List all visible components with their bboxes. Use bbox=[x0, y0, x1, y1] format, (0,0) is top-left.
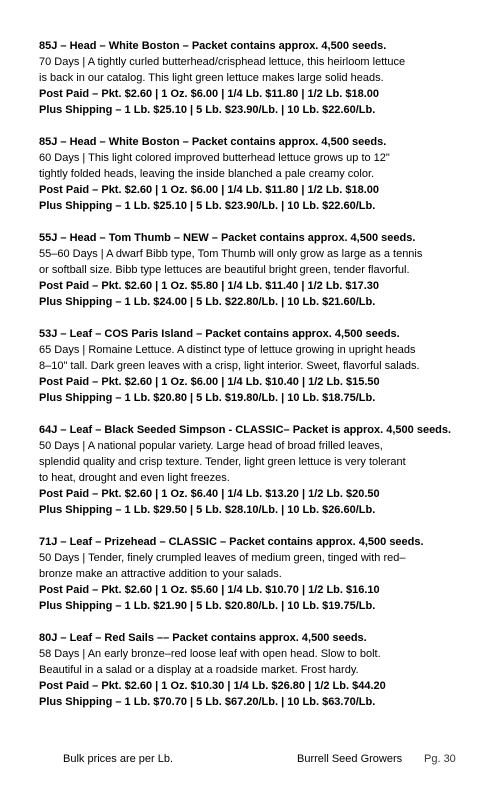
post-paid-prices: Post Paid – Pkt. $2.60 | 1 Oz. $10.30 | 1/4 Lb. $26.80 | 1/2 Lb. $44.20 bbox=[39, 680, 386, 692]
post-paid-prices: Post Paid – Pkt. $2.60 | 1 Oz. $5.80 | 1/4 Lb. $11.40 | 1/2 Lb. $17.30 bbox=[39, 280, 380, 292]
post-paid-prices: Post Paid – Pkt. $2.60 | 1 Oz. $6.00 | 1/4 Lb. $10.40 | 1/2 Lb. $15.50 bbox=[39, 376, 380, 388]
product-title: 64J – Leaf – Black Seeded Simpson - CLASSIC– Packet is approx. 4,500 seeds. bbox=[39, 424, 452, 436]
plus-shipping-prices: Plus Shipping – 1 Lb. $25.10 | 5 Lb. $23.90/Lb. | 10 Lb. $22.60/Lb. bbox=[39, 104, 376, 116]
plus-shipping-prices: Plus Shipping – 1 Lb. $70.70 | 5 Lb. $67.20/Lb. | 10 Lb. $63.70/Lb. bbox=[39, 696, 376, 708]
catalog-page-content bbox=[39, 38, 469, 726]
post-paid-prices: Post Paid – Pkt. $2.60 | 1 Oz. $5.60 | 1/4 Lb. $10.70 | 1/2 Lb. $16.10 bbox=[39, 584, 380, 596]
page-footer bbox=[0, 751, 504, 767]
product-description-line: 50 Days | Tender, finely crumpled leaves of medium green, tinged with red– bbox=[39, 552, 406, 564]
product-description-line: 58 Days | An early bronze–red loose leaf with open head. Slow to bolt. bbox=[39, 648, 381, 660]
product-title: 80J – Leaf – Red Sails –– Packet contains approx. 4,500 seeds. bbox=[39, 632, 367, 644]
product-description-line: to heat, drought and even light freezes. bbox=[39, 472, 230, 484]
product-entry-prizehead bbox=[39, 534, 469, 614]
product-description-line: 70 Days | A tightly curled butterhead/crisphead lettuce, this heirloom lettuce bbox=[39, 56, 406, 68]
product-title: 71J – Leaf – Prizehead – CLASSIC – Packet contains approx. 4,500 seeds. bbox=[39, 536, 424, 548]
plus-shipping-prices: Plus Shipping – 1 Lb. $21.90 | 5 Lb. $20.80/Lb. | 10 Lb. $19.75/Lb. bbox=[39, 600, 376, 612]
post-paid-prices: Post Paid – Pkt. $2.60 | 1 Oz. $6.00 | 1/4 Lb. $11.80 | 1/2 Lb. $18.00 bbox=[39, 184, 380, 196]
plus-shipping-prices: Plus Shipping – 1 Lb. $20.80 | 5 Lb. $19.80/Lb. | 10 Lb. $18.75/Lb. bbox=[39, 392, 376, 404]
product-entry-cos-paris-island bbox=[39, 326, 469, 406]
product-description-line: tightly folded heads, leaving the inside blanched a pale creamy color. bbox=[39, 168, 375, 180]
product-description-line: bronze make an attractive addition to your salads. bbox=[39, 568, 282, 580]
company-name: Burrell Seed Growers bbox=[297, 753, 403, 765]
product-title: 55J – Head – Tom Thumb – NEW – Packet contains approx. 4,500 seeds. bbox=[39, 232, 416, 244]
product-title: 53J – Leaf – COS Paris Island – Packet contains approx. 4,500 seeds. bbox=[39, 328, 400, 340]
post-paid-prices: Post Paid – Pkt. $2.60 | 1 Oz. $6.00 | 1/4 Lb. $11.80 | 1/2 Lb. $18.00 bbox=[39, 88, 380, 100]
product-description-line: or softball size. Bibb type lettuces are beautiful bright green, tender flavorful. bbox=[39, 264, 410, 276]
product-title: 85J – Head – White Boston – Packet contains approx. 4,500 seeds. bbox=[39, 136, 387, 148]
product-description-line: 50 Days | A national popular variety. Large head of broad frilled leaves, bbox=[39, 440, 383, 452]
product-description-line: Beautiful in a salad or a display at a roadside market. Frost hardy. bbox=[39, 664, 359, 676]
product-description-line: 60 Days | This light colored improved butterhead lettuce grows up to 12" bbox=[39, 152, 390, 164]
product-description-line: is back in our catalog. This light green lettuce makes large solid heads. bbox=[39, 72, 384, 84]
plus-shipping-prices: Plus Shipping – 1 Lb. $29.50 | 5 Lb. $28.10/Lb. | 10 Lb. $26.60/Lb. bbox=[39, 504, 376, 516]
post-paid-prices: Post Paid – Pkt. $2.60 | 1 Oz. $6.40 | 1/4 Lb. $13.20 | 1/2 Lb. $20.50 bbox=[39, 488, 380, 500]
product-entry-black-seeded-simpson bbox=[39, 422, 469, 518]
product-description-line: 55–60 Days | A dwarf Bibb type, Tom Thumb will only grow as large as a tennis bbox=[39, 248, 423, 260]
bulk-price-note: Bulk prices are per Lb. bbox=[63, 753, 174, 765]
product-entry-white-boston-2 bbox=[39, 134, 469, 214]
product-description-line: splendid quality and crisp texture. Tender, light green lettuce is very tolerant bbox=[39, 456, 406, 468]
plus-shipping-prices: Plus Shipping – 1 Lb. $25.10 | 5 Lb. $23.90/Lb. | 10 Lb. $22.60/Lb. bbox=[39, 200, 376, 212]
product-description-line: 8–10" tall. Dark green leaves with a crisp, light interior. Sweet, flavorful salads. bbox=[39, 360, 420, 372]
page-number: Pg. 30 bbox=[424, 753, 456, 765]
product-title: 85J – Head – White Boston – Packet contains approx. 4,500 seeds. bbox=[39, 40, 387, 52]
product-entry-red-sails bbox=[39, 630, 469, 710]
product-description-line: 65 Days | Romaine Lettuce. A distinct type of lettuce growing in upright heads bbox=[39, 344, 416, 356]
product-entry-tom-thumb bbox=[39, 230, 469, 310]
product-entry-white-boston-1 bbox=[39, 38, 469, 118]
plus-shipping-prices: Plus Shipping – 1 Lb. $24.00 | 5 Lb. $22.80/Lb. | 10 Lb. $21.60/Lb. bbox=[39, 296, 376, 308]
